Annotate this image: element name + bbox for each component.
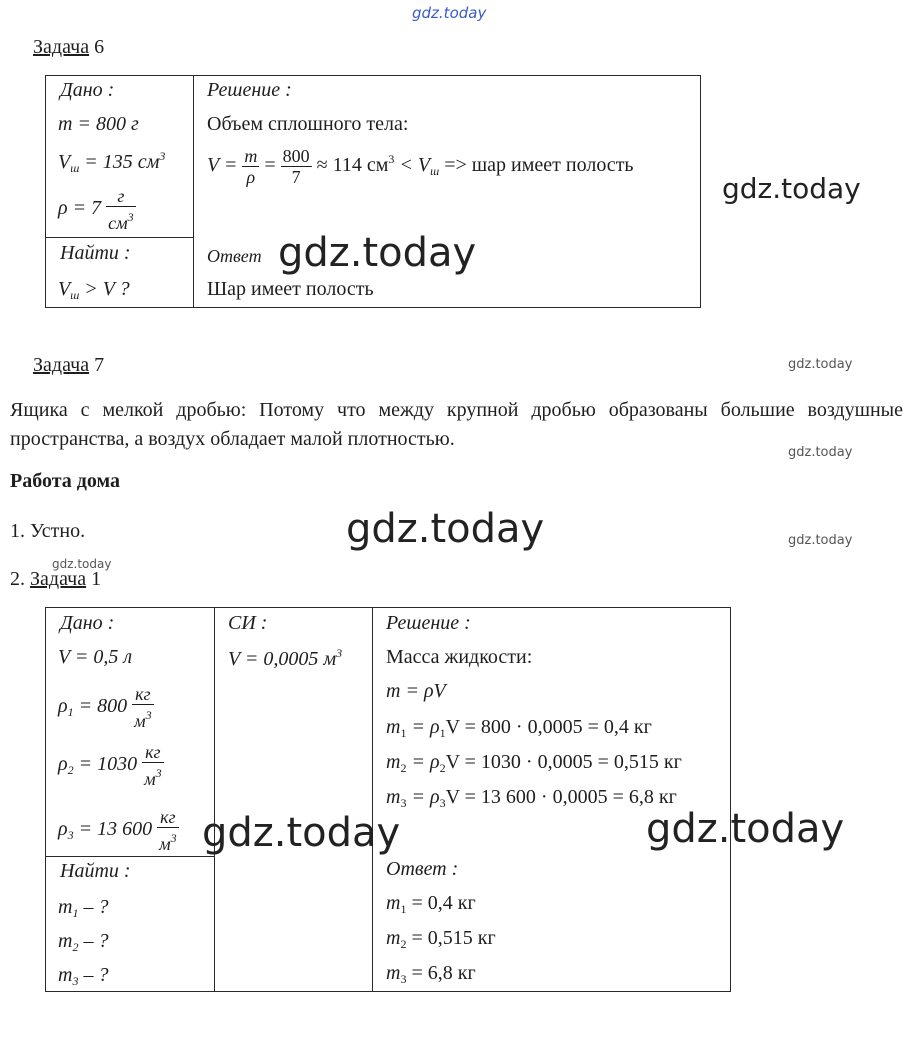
task6-solution-line1: Объем сплошного тела: (207, 113, 409, 135)
task6-find (58, 278, 130, 303)
task6-find-sub: ш (70, 288, 80, 302)
task1-rho2 (58, 742, 164, 789)
task6-find-letter: V (58, 278, 71, 300)
task1-rho1-unit (132, 684, 154, 731)
task1-ans2-sub: 2 (400, 937, 407, 951)
task1-rho3-value: = 13 600 (78, 818, 153, 841)
task6-eq-frac1-num: m (244, 146, 258, 166)
task1-rho1-unit-den-sup: 3 (145, 708, 152, 722)
task1-si-value-text: V = 0,0005 м (228, 648, 337, 670)
task1-ans3-sub: 3 (400, 972, 407, 986)
task1-si-value (228, 646, 342, 671)
task7-title-num: 7 (94, 354, 105, 376)
task6-title-word: Задача (33, 36, 90, 58)
task6-equation (207, 146, 634, 187)
task1-find-m3 (58, 964, 108, 989)
task1-calc1 (386, 716, 652, 741)
homework-item2-prefix: 2. (10, 568, 25, 590)
watermark-top: gdz.today (412, 4, 487, 22)
task1-rho2-unit-num: кг (142, 742, 164, 763)
task1-rho1-unit-num: кг (132, 684, 154, 705)
task1-rho3-unit-den (157, 828, 179, 854)
task1-calc2-m: m (386, 751, 401, 773)
task1-rho1-letter: ρ (58, 695, 68, 718)
task7-title-word: Задача (33, 354, 90, 376)
task1-rho1-sub: 1 (67, 705, 74, 720)
task1-v-given: V = 0,5 л (58, 646, 133, 668)
watermark-task7-title: gdz.today (788, 357, 853, 372)
task6-vsh-given (58, 149, 165, 176)
task1-ans3-m: m (386, 962, 401, 984)
task6-row-divider (45, 237, 193, 238)
task6-eq-approx: ≈ 114 см (316, 154, 389, 177)
task1-rho2-unit-den (142, 763, 164, 789)
task1-calc1-rest: V = 800 · 0,0005 = 0,4 кг (445, 716, 652, 738)
task6-vsh-value: = 135 см (84, 151, 160, 173)
task1-calc2 (386, 751, 682, 776)
task1-ans1-sub: 1 (400, 902, 407, 916)
task6-rho-value: ρ = 7 (58, 197, 102, 220)
homework-item2-num: 1 (91, 568, 102, 590)
task6-rho-given (58, 186, 136, 233)
homework-item2-word: Задача (30, 568, 87, 590)
task6-eq-frac2-den: 7 (291, 167, 301, 187)
task1-ans1-m: m (386, 892, 401, 914)
watermark-task1-right: gdz.today (646, 806, 845, 852)
task6-rho-unit (106, 186, 135, 233)
task6-eq-frac2 (281, 146, 312, 187)
task6-eq-frac1 (242, 146, 259, 187)
task1-row-divider (45, 856, 214, 857)
watermark-task6-center: gdz.today (278, 230, 477, 276)
task1-calc1-m: m (386, 716, 401, 738)
task1-find-m1-letter: m (58, 896, 73, 918)
task6-title (33, 36, 104, 59)
task1-ans3 (386, 962, 476, 987)
task1-find-m3-sub: 3 (72, 974, 79, 988)
task1-formula: m = ρV (386, 680, 446, 702)
task1-find-m2-letter: m (58, 930, 73, 952)
task6-eq-v: V = (207, 154, 238, 177)
watermark-task1-left: gdz.today (202, 810, 401, 856)
task1-given-label: Дано : (60, 612, 115, 634)
task6-find-label: Найти : (60, 242, 131, 264)
task6-rho-unit-den (106, 207, 135, 233)
task1-calc2-rho: = ρ (411, 751, 440, 773)
task1-calc1-rho-sub: 1 (439, 726, 446, 740)
task1-rho2-letter: ρ (58, 753, 68, 776)
task1-rho2-unit-den-text: м (144, 769, 156, 789)
task1-answer-label: Ответ : (386, 858, 459, 880)
task1-ans2-m: m (386, 927, 401, 949)
task6-vsh-letter: V (58, 151, 71, 173)
homework-item2 (10, 568, 101, 591)
task6-eq-sup: 3 (388, 152, 395, 167)
task1-calc2-m-sub: 2 (400, 761, 407, 775)
task1-calc3-rho-sub: 3 (439, 796, 446, 810)
task1-calc1-rho: = ρ (411, 716, 440, 738)
task1-rho2-sub: 2 (67, 763, 74, 778)
task6-eq-frac1-den: ρ (246, 167, 256, 187)
task1-ans2-value: = 0,515 кг (411, 927, 496, 949)
task1-rho3-unit-den-sup: 3 (170, 831, 177, 845)
task1-rho3 (58, 807, 179, 854)
task1-find-m2 (58, 930, 108, 955)
task7-text: Ящика с мелкой дробью: Потому что между крупной дробью образованы большие воздушные пространства, а воздух обладает малой плотностью. (10, 399, 903, 450)
task1-find-m1-q: – ? (83, 896, 109, 918)
task1-rho3-letter: ρ (58, 818, 68, 841)
task1-find-m1 (58, 896, 108, 921)
task6-m-given: m = 800 г (58, 113, 139, 135)
task1-rho1 (58, 684, 154, 731)
task1-calc2-rest: V = 1030 · 0,0005 = 0,515 кг (445, 751, 682, 773)
task1-col-divider-1 (214, 607, 215, 992)
task1-calc2-rho-sub: 2 (439, 761, 446, 775)
task6-rho-unit-den-sup: 3 (127, 210, 134, 224)
task1-rho2-value: = 1030 (78, 753, 138, 776)
task1-rho3-unit (157, 807, 179, 854)
task1-rho1-unit-den (132, 705, 154, 731)
task1-find-m3-q: – ? (83, 964, 109, 986)
watermark-homework-small: gdz.today (52, 557, 112, 571)
task1-rho3-unit-num: кг (157, 807, 179, 828)
task1-solution-label: Решение : (386, 612, 471, 634)
task6-eq-lt: < V (399, 154, 431, 177)
task1-find-m2-sub: 2 (72, 940, 79, 954)
task1-rho1-unit-den-text: м (134, 711, 146, 731)
watermark-homework-center: gdz.today (346, 506, 545, 552)
task1-calc3-m-sub: 3 (400, 796, 407, 810)
task6-title-num: 6 (94, 36, 105, 58)
task1-calc3-m: m (386, 786, 401, 808)
homework-heading: Работа дома (10, 470, 120, 492)
watermark-task7-text: gdz.today (788, 445, 853, 460)
task1-rho3-sub: 3 (67, 828, 74, 843)
task1-rho2-unit (142, 742, 164, 789)
task6-vsh-sup: 3 (159, 149, 166, 163)
task6-col-divider (193, 75, 194, 308)
watermark-homework-right: gdz.today (788, 533, 853, 548)
task6-vsh-sub: ш (70, 161, 80, 175)
task1-rho3-unit-den-text: м (159, 834, 171, 854)
task6-eq-conclusion: => шар имеет полость (444, 154, 634, 177)
task1-si-value-sup: 3 (336, 646, 343, 660)
task1-find-m1-sub: 1 (72, 906, 79, 920)
task1-rho2-unit-den-sup: 3 (155, 766, 162, 780)
task1-find-label: Найти : (60, 860, 131, 882)
task6-rho-unit-num: г (106, 186, 135, 207)
task1-ans1-value: = 0,4 кг (411, 892, 476, 914)
task7-title (33, 354, 104, 377)
task6-solution-label: Решение : (207, 79, 292, 101)
task1-calc3 (386, 786, 677, 811)
task1-ans3-value: = 6,8 кг (411, 962, 476, 984)
task1-calc1-m-sub: 1 (400, 726, 407, 740)
task1-si-label: СИ : (228, 612, 268, 634)
task6-find-rest: > V ? (84, 278, 130, 300)
task1-calc3-rest: V = 13 600 · 0,0005 = 6,8 кг (445, 786, 677, 808)
task1-calc3-rho: = ρ (411, 786, 440, 808)
task6-given-label: Дано : (60, 79, 115, 101)
task6-answer-text: Шар имеет полость (207, 278, 374, 300)
task1-solution-line1: Масса жидкости: (386, 646, 533, 668)
task6-eq-frac2-num: 800 (282, 146, 310, 166)
task1-find-m2-q: – ? (83, 930, 109, 952)
task6-rho-unit-den-text: см (108, 213, 128, 233)
task1-col-divider-2 (372, 607, 373, 992)
task1-ans2 (386, 927, 496, 952)
homework-item1: 1. Устно. (10, 520, 86, 542)
task1-find-m3-letter: m (58, 964, 73, 986)
task6-eq-lt-sub: ш (430, 164, 440, 179)
task6-eq-equals: = (264, 154, 276, 177)
task1-ans1 (386, 892, 476, 917)
watermark-task6-right: gdz.today (722, 172, 861, 205)
task6-answer-label: Ответ (207, 246, 262, 266)
task1-rho1-value: = 800 (78, 695, 128, 718)
